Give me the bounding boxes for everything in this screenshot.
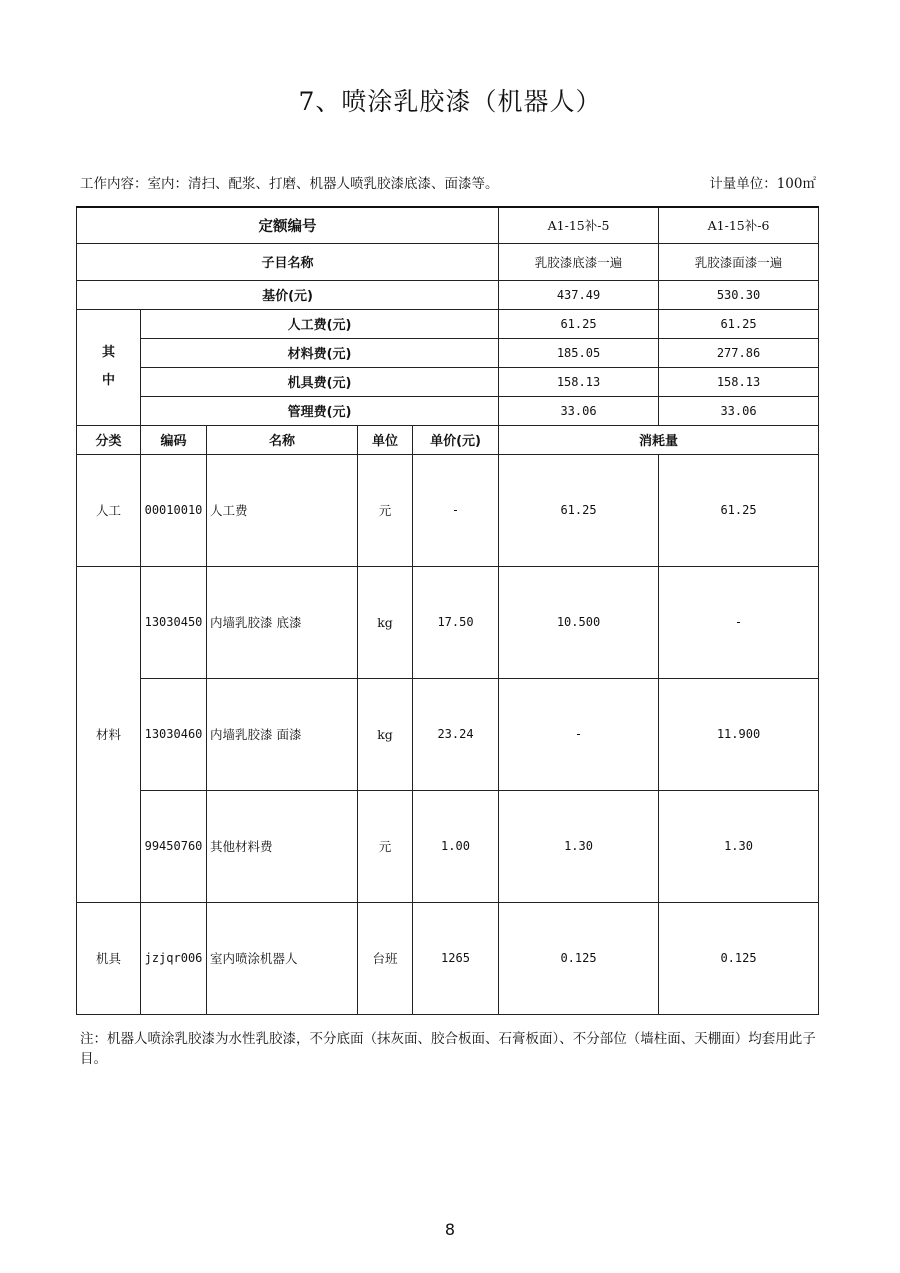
qizhong-label: 其 中 bbox=[77, 309, 141, 425]
col-category: 分类 bbox=[77, 425, 141, 454]
quota-no-label: 定额编号 bbox=[77, 207, 499, 243]
col-unit: 单位 bbox=[358, 425, 413, 454]
breakdown-value: 158.13 bbox=[659, 367, 819, 396]
breakdown-row bbox=[77, 309, 819, 338]
table-row bbox=[77, 902, 819, 1014]
row-code: jzjqr006 bbox=[141, 902, 207, 1014]
base-price-2: 530.30 bbox=[659, 280, 819, 309]
sub-item-name-2: 乳胶漆面漆一遍 bbox=[659, 243, 819, 280]
row-consumption-1: 1.30 bbox=[499, 790, 659, 902]
base-price-row bbox=[77, 280, 819, 309]
page-title: 7、喷涂乳胶漆（机器人） bbox=[298, 87, 602, 116]
breakdown-row bbox=[77, 367, 819, 396]
row-code: 13030460 bbox=[141, 678, 207, 790]
row-name: 其他材料费 bbox=[207, 790, 358, 902]
row-consumption-2: 61.25 bbox=[659, 454, 819, 566]
breakdown-value: 61.25 bbox=[659, 309, 819, 338]
row-name: 内墙乳胶漆 面漆 bbox=[207, 678, 358, 790]
row-name: 内墙乳胶漆 底漆 bbox=[207, 566, 358, 678]
col-code: 编码 bbox=[141, 425, 207, 454]
breakdown-label: 机具费(元) bbox=[141, 367, 499, 396]
breakdown-label: 人工费(元) bbox=[141, 309, 499, 338]
row-consumption-2: - bbox=[659, 566, 819, 678]
row-category: 机具 bbox=[77, 902, 141, 1014]
measurement-unit: 计量单位：100㎡ bbox=[709, 176, 816, 192]
sub-item-label: 子目名称 bbox=[77, 243, 499, 280]
breakdown-row bbox=[77, 338, 819, 367]
row-price: 1.00 bbox=[413, 790, 499, 902]
footnote: 注：机器人喷涂乳胶漆为水性乳胶漆，不分底面（抹灰面、胶合板面、石膏板面）、不分部位（墙柱面、天棚面）均套用此子目。 bbox=[80, 1031, 816, 1067]
breakdown-value: 33.06 bbox=[499, 396, 659, 425]
row-consumption-1: 10.500 bbox=[499, 566, 659, 678]
breakdown-label: 材料费(元) bbox=[141, 338, 499, 367]
row-consumption-2: 1.30 bbox=[659, 790, 819, 902]
row-code: 99450760 bbox=[141, 790, 207, 902]
sub-item-name-1: 乳胶漆底漆一遍 bbox=[499, 243, 659, 280]
breakdown-row bbox=[77, 396, 819, 425]
breakdown-value: 33.06 bbox=[659, 396, 819, 425]
row-unit: 元 bbox=[358, 454, 413, 566]
row-price: - bbox=[413, 454, 499, 566]
quota-code-2: A1-15补-6 bbox=[659, 207, 819, 243]
quota-table bbox=[76, 206, 819, 1015]
row-category: 材料 bbox=[77, 566, 141, 902]
row-consumption-1: 0.125 bbox=[499, 902, 659, 1014]
row-consumption-1: 61.25 bbox=[499, 454, 659, 566]
base-price-1: 437.49 bbox=[499, 280, 659, 309]
row-code: 13030450 bbox=[141, 566, 207, 678]
quota-code-1: A1-15补-5 bbox=[499, 207, 659, 243]
col-consumption: 消耗量 bbox=[499, 425, 819, 454]
row-unit: 台班 bbox=[358, 902, 413, 1014]
row-unit: kg bbox=[358, 678, 413, 790]
base-price-label: 基价(元) bbox=[77, 280, 499, 309]
quota-no-row bbox=[77, 207, 819, 243]
row-price: 23.24 bbox=[413, 678, 499, 790]
breakdown-value: 158.13 bbox=[499, 367, 659, 396]
breakdown-value: 185.05 bbox=[499, 338, 659, 367]
row-price: 1265 bbox=[413, 902, 499, 1014]
row-unit: kg bbox=[358, 566, 413, 678]
work-content: 工作内容：室内：清扫、配浆、打磨、机器人喷乳胶漆底漆、面漆等。 bbox=[80, 176, 499, 192]
column-header-row bbox=[77, 425, 819, 454]
col-name: 名称 bbox=[207, 425, 358, 454]
breakdown-label: 管理费(元) bbox=[141, 396, 499, 425]
table-row bbox=[77, 790, 819, 902]
row-code: 00010010 bbox=[141, 454, 207, 566]
table-row bbox=[77, 678, 819, 790]
row-unit: 元 bbox=[358, 790, 413, 902]
row-consumption-2: 0.125 bbox=[659, 902, 819, 1014]
sub-item-row bbox=[77, 243, 819, 280]
row-consumption-1: - bbox=[499, 678, 659, 790]
breakdown-value: 277.86 bbox=[659, 338, 819, 367]
page-number: 8 bbox=[444, 1220, 456, 1239]
col-unit-price: 单价(元) bbox=[413, 425, 499, 454]
row-price: 17.50 bbox=[413, 566, 499, 678]
row-name: 人工费 bbox=[207, 454, 358, 566]
row-name: 室内喷涂机器人 bbox=[207, 902, 358, 1014]
table-row bbox=[77, 454, 819, 566]
row-consumption-2: 11.900 bbox=[659, 678, 819, 790]
row-category: 人工 bbox=[77, 454, 141, 566]
table-row bbox=[77, 566, 819, 678]
breakdown-value: 61.25 bbox=[499, 309, 659, 338]
